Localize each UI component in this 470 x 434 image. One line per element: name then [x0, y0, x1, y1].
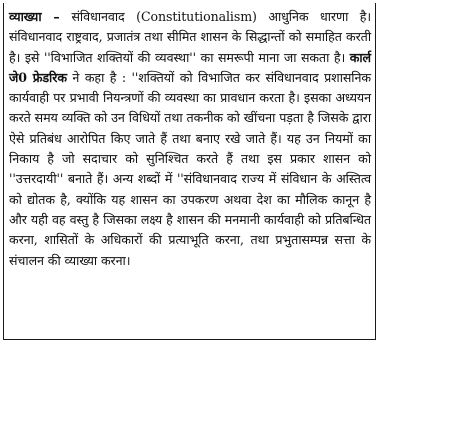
text-segment-1: संविधानवाद (Constitutionalism) आधुनिक धारणा है। संविधानवाद राष्ट्रवाद, प्रजातंत्र तथा सीमित शासन के सिद्धान्तों को समाहित करती है। इसे ''विभाजित शक्तियों की व्यवस्था'' का समरूपी माना जा सकता है। [9, 9, 371, 65]
author-name: कार्ल जे0 फ्रेडरिक [9, 49, 371, 85]
term-heading: व्याख्या [9, 9, 42, 24]
term-dash: – [41, 9, 72, 24]
text-block [3, 3, 376, 340]
paragraph [9, 7, 371, 271]
text-segment-2: ने कहा है : ''शक्तियों को विभाजित कर संविधानवाद प्रशासनिक कार्यवाही पर प्रभावी नियन्त्रणों की व्यवस्था का प्रावधान करता है। इसका अध्ययन करते समय व्यक्ति को उन विधियों तथा तकनीक को खींचना पड़ता है जिसके द्वारा ऐसे प्रतिबंध आरोपित किए जाते हैं तथा बनाए रखे जाते हैं। यह उन नियमों का निकाय है जो सदाचार को सुनिश्चित करते हैं तथा इस प्रकार शासन को ''उत्तरदायी'' बनाते हैं। अन्य शब्दों में ''संविधानवाद राज्य में संविधान के अस्तित्व को द्योतक है, क्योंकि यह शासन का उपकरण अथवा देश का मौलिक कानून है और यही वह वस्तु है जिसका लक्ष्य है शासन की मनमानी कार्यवाही को प्रतिबन्धित करना, शासितों के अधिकारों की प्रत्याभूति करना, तथा प्रभुतासम्पन्न सत्ता के संचालन की व्याख्या करना। [9, 69, 371, 268]
